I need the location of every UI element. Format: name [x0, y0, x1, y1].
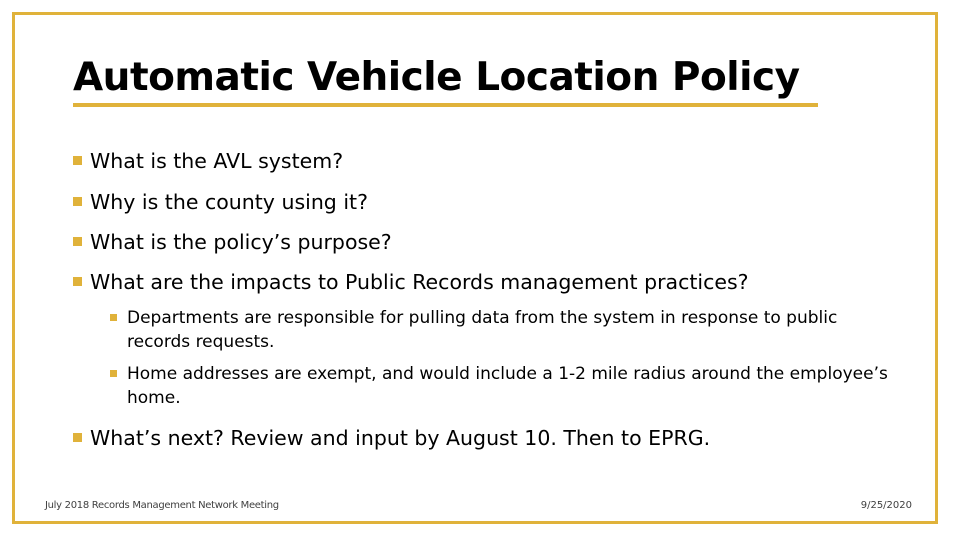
bullet-text: What are the impacts to Public Records management practices? — [90, 270, 749, 294]
bullet-text: What is the AVL system? — [90, 149, 344, 173]
sub-bullet-item — [110, 362, 890, 410]
square-bullet-icon — [73, 237, 82, 246]
square-bullet-icon — [110, 314, 117, 321]
square-bullet-icon — [73, 433, 82, 442]
footer-event-name: July 2018 Records Management Network Meeting — [45, 500, 279, 511]
square-bullet-icon — [73, 156, 82, 165]
footer-date: 9/25/2020 — [860, 500, 912, 511]
bullet-item — [73, 188, 368, 216]
square-bullet-icon — [73, 277, 82, 286]
bullet-item — [73, 424, 710, 452]
title-underline — [73, 103, 818, 107]
bullet-text: What is the policy’s purpose? — [90, 230, 392, 254]
bullet-text: Why is the county using it? — [90, 190, 368, 214]
sub-bullet-text: Departments are responsible for pulling data from the system in response to public records requests. — [127, 308, 838, 352]
square-bullet-icon — [110, 370, 117, 377]
bullet-item — [73, 268, 749, 296]
bullet-item — [73, 147, 343, 175]
bullet-text: What’s next? Review and input by August 10. Then to EPRG. — [90, 426, 711, 450]
sub-bullet-item — [110, 306, 890, 354]
slide-title: Automatic Vehicle Location Policy — [73, 55, 800, 100]
square-bullet-icon — [73, 197, 82, 206]
sub-bullet-text: Home addresses are exempt, and would include a 1-2 mile radius around the employee’s home. — [127, 364, 888, 408]
bullet-item — [73, 228, 392, 256]
